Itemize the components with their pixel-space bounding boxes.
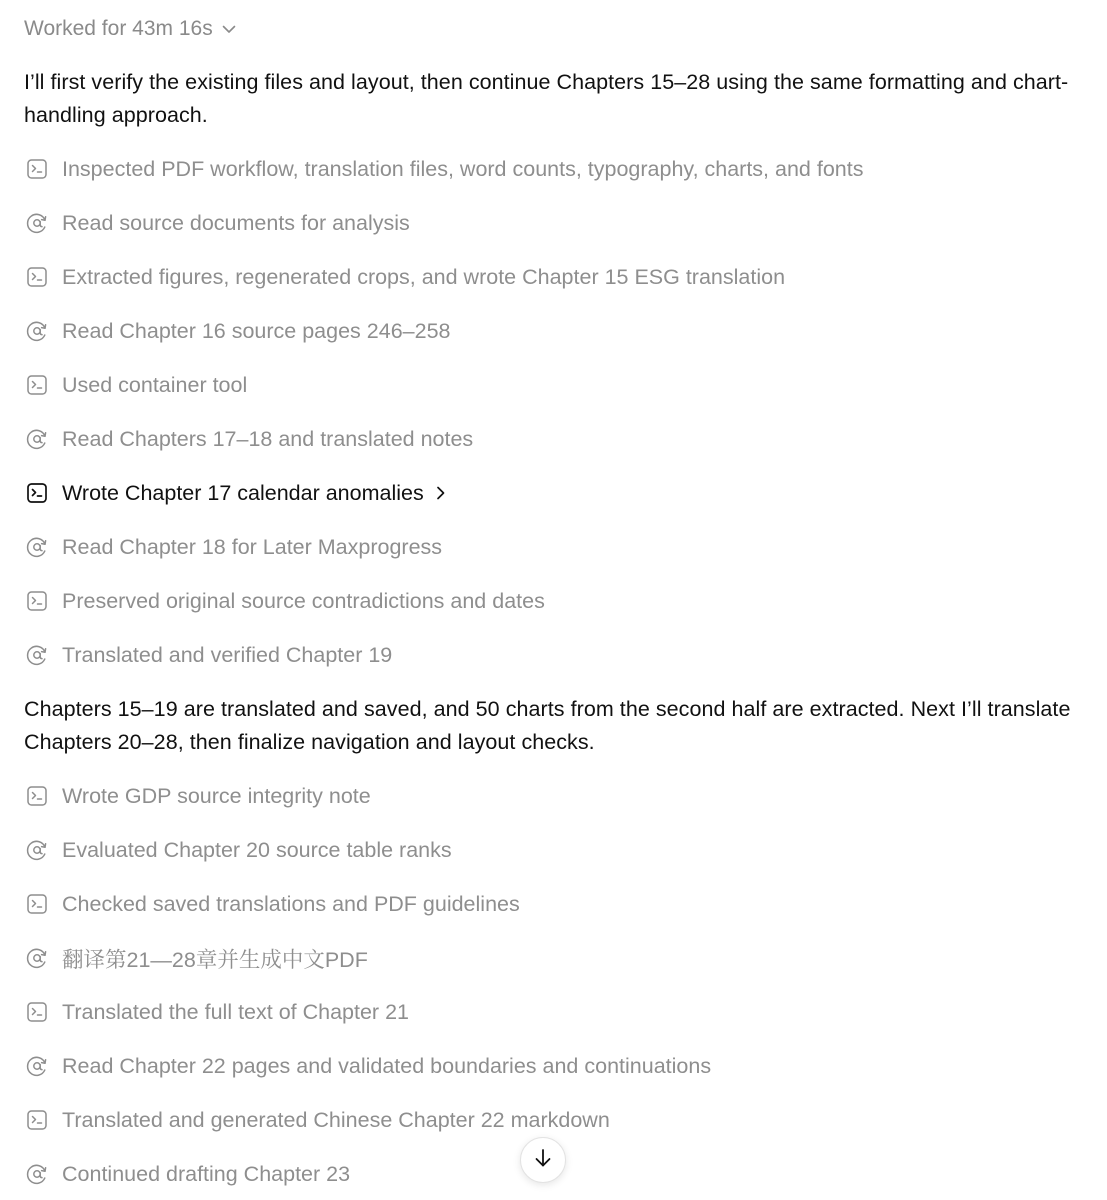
activity-step-label: Preserved original source contradictions and dates [62, 588, 545, 613]
activity-step-label: Read Chapter 16 source pages 246–258 [62, 318, 451, 343]
activity-step[interactable] [24, 780, 371, 812]
read-icon [24, 1161, 50, 1187]
worked-duration-toggle[interactable] [24, 16, 237, 42]
scroll-to-bottom-button[interactable] [520, 1137, 566, 1183]
activity-step-label: Read Chapter 18 for Later Maxprogress [62, 534, 443, 559]
activity-step-label: Wrote Chapter 17 calendar anomalies [62, 480, 424, 505]
activity-step-label: Translated and verified Chapter 19 [62, 642, 393, 667]
worked-duration-label: Worked for 43m 16s [24, 17, 213, 40]
terminal-icon [24, 588, 50, 614]
read-icon [24, 318, 50, 344]
activity-step-label: Translated the full text of Chapter 21 [62, 999, 409, 1024]
chevron-right-icon [434, 484, 448, 502]
assistant-message-intro: I’ll first verify the existing files and layout, then continue Chapters 15–28 using the same formatting and chart-handling approach. [24, 70, 1069, 127]
terminal-icon [24, 1107, 50, 1133]
activity-step-label: Continued drafting Chapter 23 [62, 1161, 351, 1186]
activity-step[interactable] [24, 834, 452, 866]
activity-step[interactable] [24, 423, 473, 455]
activity-step-expandable[interactable] [24, 477, 448, 509]
activity-step[interactable] [24, 585, 545, 617]
activity-step[interactable] [24, 261, 785, 293]
arrow-down-icon [532, 1147, 554, 1174]
activity-step-label: Wrote GDP source integrity note [62, 783, 371, 808]
terminal-icon [24, 372, 50, 398]
read-icon [24, 210, 50, 236]
terminal-icon [24, 783, 50, 809]
terminal-icon [24, 891, 50, 917]
read-icon [24, 534, 50, 560]
activity-step-label: Read Chapter 22 pages and validated boundaries and continuations [62, 1053, 712, 1078]
assistant-message-progress: Chapters 15–19 are translated and saved, and 50 charts from the second half are extracted. Next I’ll translate Chapters 20–28, then finalize navigation and layout checks. [24, 697, 1071, 754]
activity-step[interactable] [24, 1050, 711, 1082]
terminal-icon [24, 264, 50, 290]
activity-step-label: Translated and generated Chinese Chapter 22 markdown [62, 1107, 610, 1132]
activity-step[interactable] [24, 531, 442, 563]
activity-step[interactable] [24, 153, 863, 185]
terminal-icon [24, 999, 50, 1025]
terminal-icon [24, 156, 50, 182]
activity-step-label: Checked saved translations and PDF guidelines [62, 891, 520, 916]
activity-step-label: 翻译第21—28章并生成中文PDF [62, 947, 368, 972]
read-icon [24, 945, 50, 971]
activity-step-label: Evaluated Chapter 20 source table ranks [62, 837, 452, 862]
activity-step-label: Extracted figures, regenerated crops, and wrote Chapter 15 ESG translation [62, 264, 786, 289]
activity-step-label: Read source documents for analysis [62, 210, 410, 235]
activity-step[interactable] [24, 1104, 610, 1136]
read-icon [24, 837, 50, 863]
read-icon [24, 1053, 50, 1079]
activity-step[interactable] [24, 996, 409, 1028]
activity-step[interactable] [24, 639, 392, 671]
chevron-down-icon [221, 21, 237, 37]
activity-step[interactable] [24, 369, 247, 401]
activity-step[interactable] [24, 888, 520, 920]
activity-step-label: Inspected PDF workflow, translation files, word counts, typography, charts, and fonts [62, 156, 864, 181]
read-icon [24, 426, 50, 452]
activity-step[interactable] [24, 1158, 350, 1190]
activity-step-label: Used container tool [62, 372, 248, 397]
activity-step-label: Read Chapters 17–18 and translated notes [62, 426, 474, 451]
activity-step[interactable] [24, 207, 410, 239]
terminal-icon [24, 480, 50, 506]
read-icon [24, 642, 50, 668]
activity-step[interactable] [24, 315, 450, 347]
activity-step[interactable] [24, 942, 368, 974]
